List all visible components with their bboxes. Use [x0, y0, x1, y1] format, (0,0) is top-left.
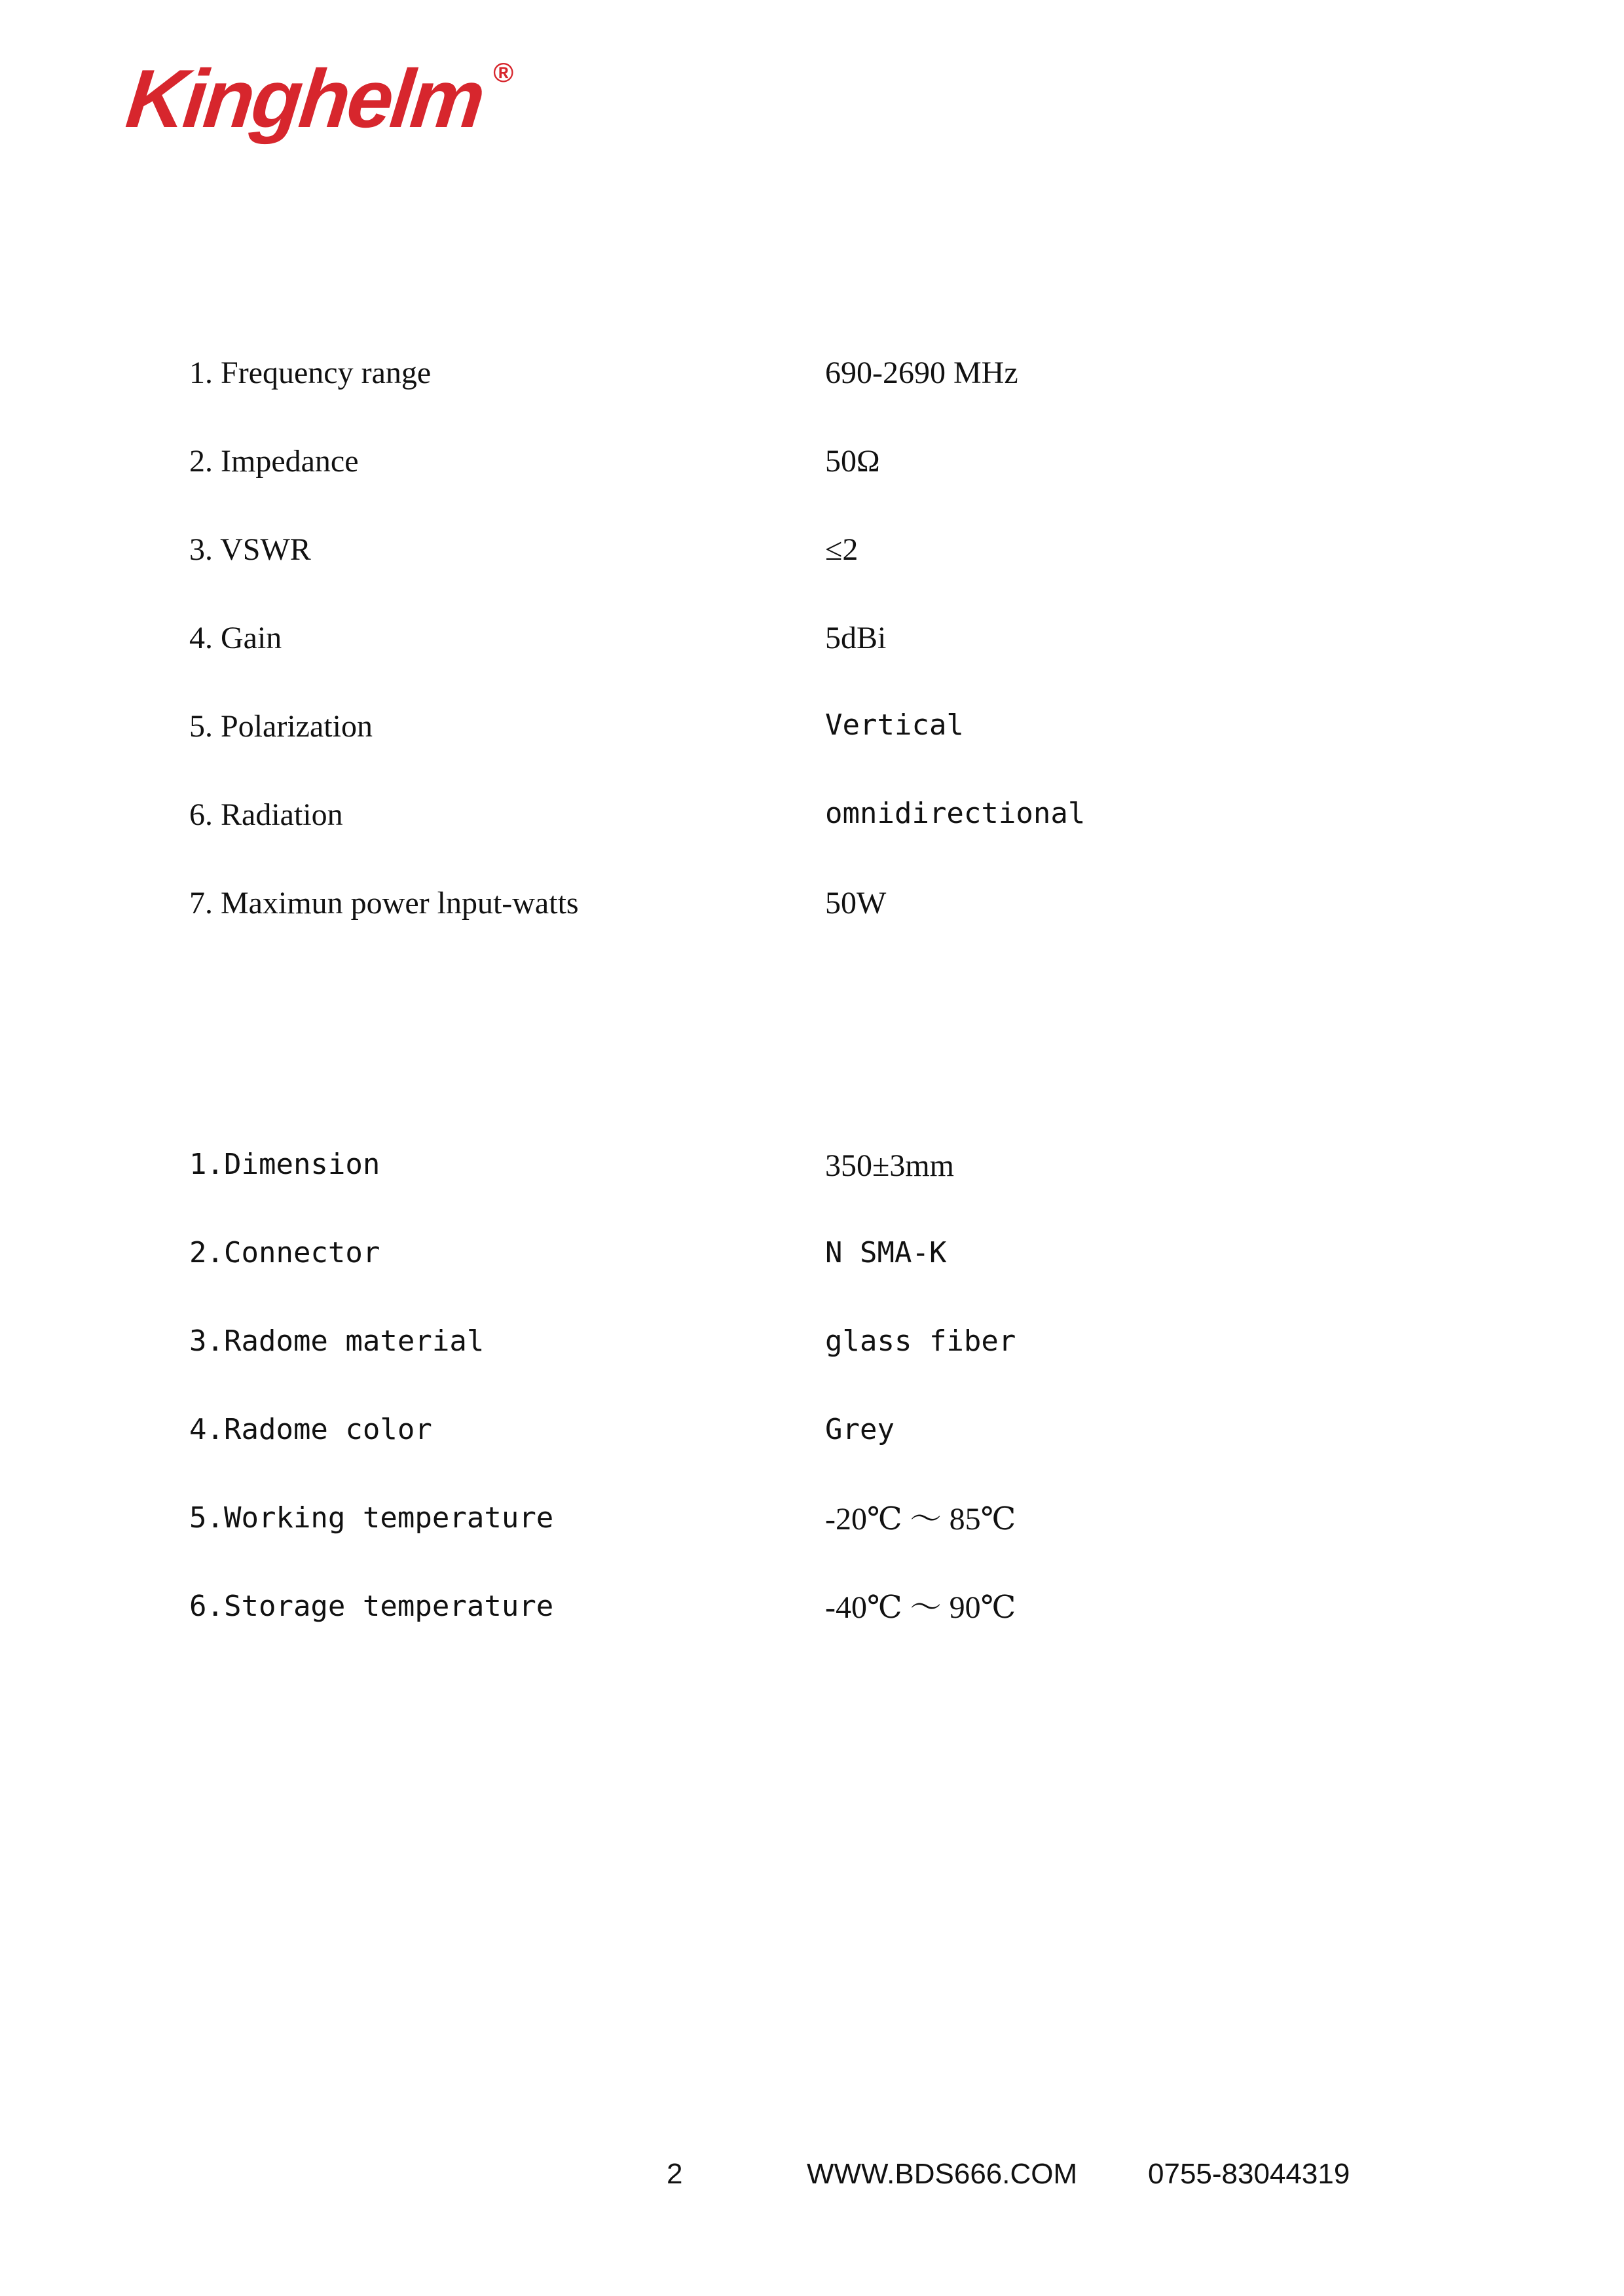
- spec-value: Vertical: [825, 708, 964, 742]
- spec-label: 1. Frequency range: [189, 355, 432, 390]
- kinghelm-logo: [122, 52, 514, 145]
- spec-label: 6.Storage temperature: [189, 1590, 554, 1623]
- spec-row-radome-color: [189, 1412, 1433, 1500]
- spec-label: 4. Gain: [189, 621, 282, 655]
- spec-label: 2. Impedance: [189, 444, 359, 479]
- spec-row-radome-material: [189, 1323, 1433, 1412]
- spec-value: -40℃ ～ 90℃: [825, 1590, 1016, 1625]
- spec-row-working-temperature: [189, 1500, 1433, 1588]
- spec-row-frequency-range: [189, 354, 1433, 442]
- spec-label: 2.Connector: [189, 1236, 380, 1269]
- footer-phone: 0755-83044319: [1148, 2158, 1350, 2190]
- logo-text: Kinghelm: [122, 52, 487, 145]
- spec-row-max-power: [189, 884, 1433, 972]
- spec-value: Grey: [825, 1413, 895, 1446]
- spec-row-impedance: [189, 442, 1433, 530]
- electrical-specs: [189, 354, 1433, 972]
- spec-label: 3. VSWR: [189, 532, 311, 567]
- spec-label: 4.Radome color: [189, 1413, 432, 1446]
- spec-value: 690-2690 MHz: [825, 355, 1018, 390]
- spec-label: 3.Radome material: [189, 1324, 485, 1358]
- spec-row-storage-temperature: [189, 1588, 1433, 1677]
- spec-label: 5.Working temperature: [189, 1501, 554, 1535]
- footer-website: WWW.BDS666.COM: [807, 2158, 1078, 2190]
- spec-label: 5. Polarization: [189, 709, 373, 744]
- spec-value: -20℃ ～ 85℃: [825, 1502, 1016, 1537]
- spec-value: 350±3mm: [825, 1148, 955, 1183]
- spec-label: 1.Dimension: [189, 1148, 380, 1181]
- spec-row-polarization: [189, 707, 1433, 795]
- spec-label: 6. Radiation: [189, 797, 343, 832]
- spec-row-dimension: [189, 1146, 1433, 1235]
- spec-row-vswr: [189, 530, 1433, 619]
- spec-value: 5dBi: [825, 621, 887, 655]
- spec-value: omnidirectional: [825, 797, 1086, 830]
- spec-value: ≤2: [825, 532, 858, 567]
- spec-value: N SMA-K: [825, 1236, 947, 1269]
- spec-value: 50Ω: [825, 444, 880, 479]
- spec-value: glass fiber: [825, 1324, 1016, 1358]
- registered-mark: ®: [493, 57, 514, 88]
- spec-label: 7. Maximun power lnput-watts: [189, 886, 579, 920]
- spec-row-gain: [189, 619, 1433, 707]
- mechanical-specs: [189, 1146, 1433, 1677]
- spec-row-radiation: [189, 795, 1433, 884]
- spec-value: 50W: [825, 886, 887, 920]
- page-number: 2: [667, 2158, 683, 2190]
- spec-row-connector: [189, 1235, 1433, 1323]
